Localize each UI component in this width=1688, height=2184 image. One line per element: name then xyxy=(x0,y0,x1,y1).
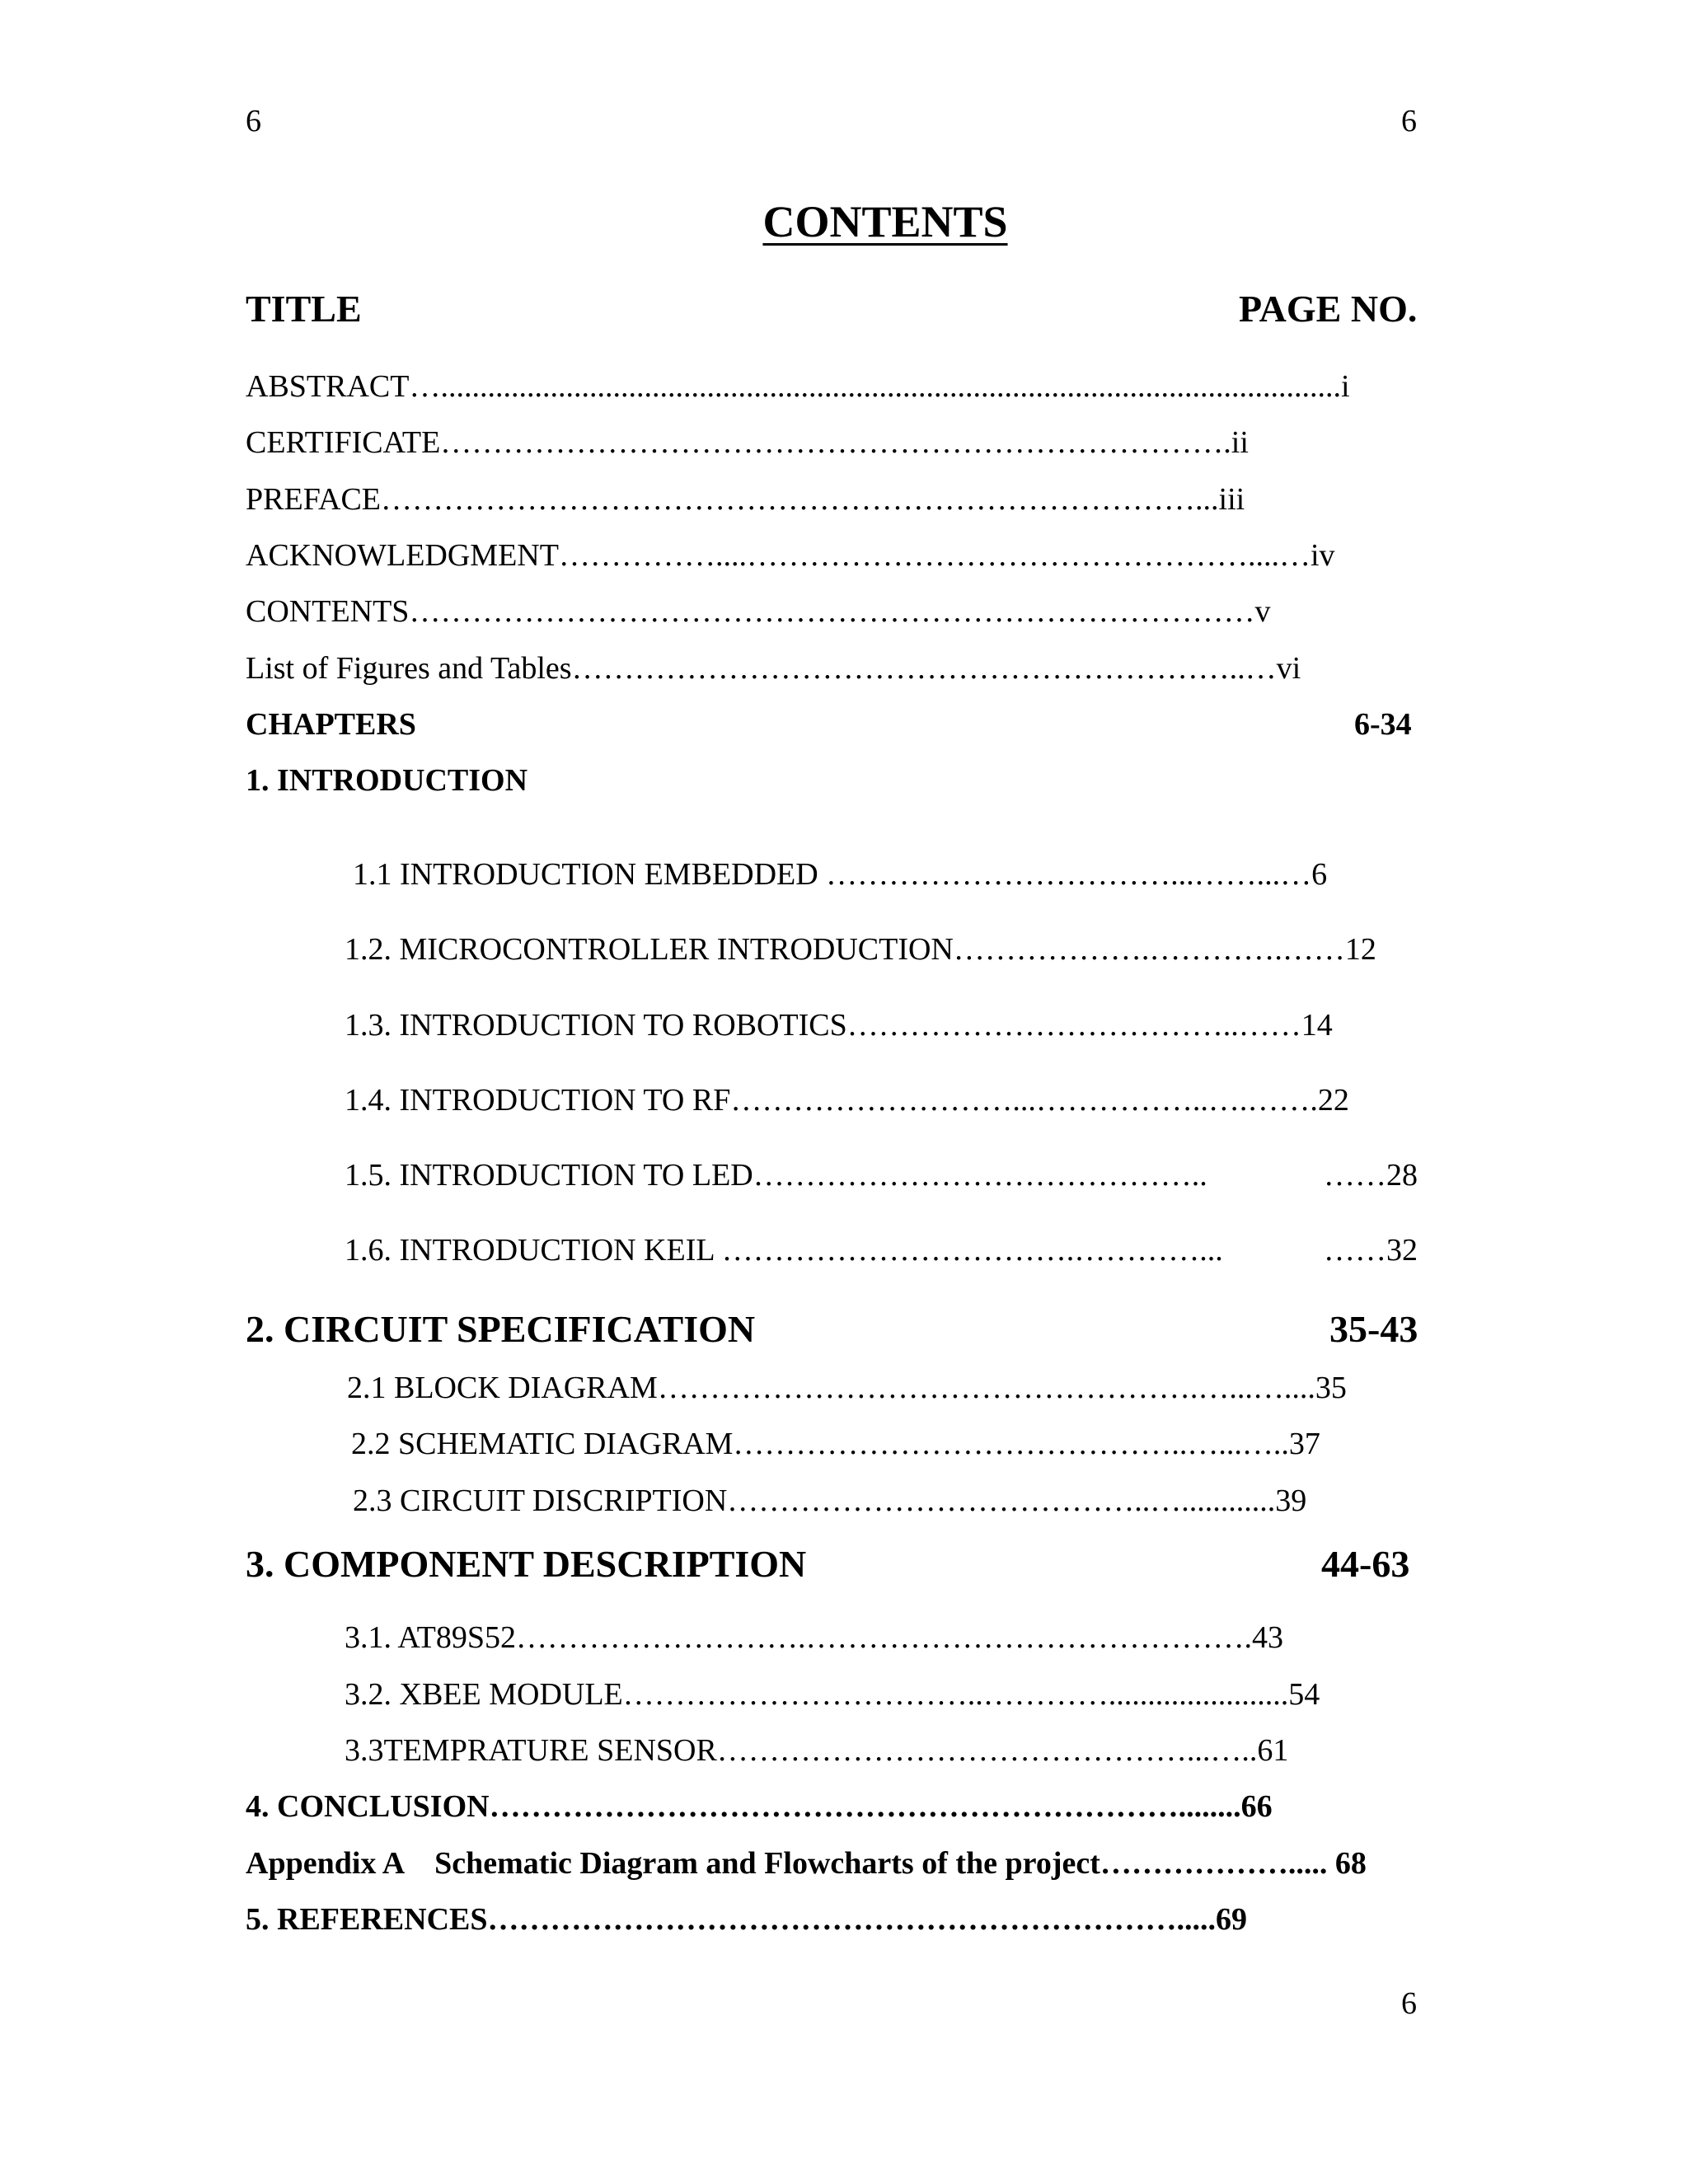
chapters-heading: CHAPTERS xyxy=(246,707,416,742)
toc-entry-2-1: 2.1 BLOCK DIAGRAM…………………………………………….…...…....35 xyxy=(347,1371,1347,1405)
chapter-3-heading: 3. COMPONENT DESCRIPTION xyxy=(246,1543,807,1585)
column-heading-title: TITLE xyxy=(246,288,362,330)
toc-entry-2-3: 2.3 CIRCUIT DISCRIPTION…………………………………..…............39 xyxy=(353,1483,1307,1518)
page-title: CONTENTS xyxy=(762,197,1008,246)
toc-entry-2-2: 2.2 SCHEMATIC DIAGRAM……………………………………..…...…..37 xyxy=(351,1427,1320,1461)
footer-page-number: 6 xyxy=(1401,1986,1417,2021)
chapter-1-heading: 1. INTRODUCTION xyxy=(246,763,528,798)
toc-entry-abstract: ABSTRACT…...................................................................................................................i xyxy=(246,369,1350,404)
chapter-3-page-range: 44-63 xyxy=(1321,1543,1410,1585)
toc-entry-preface: PREFACE……………………………………………………………………...iii xyxy=(246,482,1245,517)
toc-entry-certificate: CERTIFICATE………………………………………………………………….ii xyxy=(246,425,1249,460)
toc-entry-1-3: 1.3. INTRODUCTION TO ROBOTICS………………………………..……14 xyxy=(345,1008,1333,1043)
toc-entry-conclusion: 4. CONCLUSION…………………………………………………………........66 xyxy=(246,1789,1273,1824)
toc-entry-1-5-page: ……28 xyxy=(1324,1158,1418,1193)
toc-entry-3-1: 3.1. AT89S52……………………….…………………………………….43 xyxy=(345,1620,1283,1655)
toc-entry-list-of-figures: List of Figures and Tables………………………………………………………..…vi xyxy=(246,651,1301,686)
toc-entry-1-1: 1.1 INTRODUCTION EMBEDDED ……………………………...……...…6 xyxy=(353,857,1328,892)
chapter-2-page-range: 35-43 xyxy=(1329,1308,1418,1350)
toc-entry-1-6: 1.6. INTRODUCTION KEIL …………………………….…………... xyxy=(345,1233,1223,1268)
toc-entry-appendix-a: Appendix A Schematic Diagram and Flowcharts of the project………………..... 68 xyxy=(246,1846,1367,1881)
toc-entry-3-3: 3.3TEMPRATURE SENSOR………………………………………...…..61 xyxy=(345,1733,1289,1768)
toc-entry-contents: CONTENTS………………………………………………………………………v xyxy=(246,594,1271,629)
column-heading-page-no: PAGE NO. xyxy=(1239,288,1418,330)
toc-entry-3-2: 3.2. XBEE MODULE……………………………..………….......................54 xyxy=(345,1677,1320,1712)
toc-entry-1-5: 1.5. INTRODUCTION TO LED…………………………………….. xyxy=(345,1158,1207,1193)
chapter-2-heading: 2. CIRCUIT SPECIFICATION xyxy=(246,1308,756,1350)
chapters-page-range: 6-34 xyxy=(1354,707,1412,742)
header-page-number-left: 6 xyxy=(246,104,261,138)
header-page-number-right: 6 xyxy=(1401,104,1417,138)
toc-entry-acknowledgment: ACKNOWLEDGMENT……………....…………………………………………....…iv xyxy=(246,538,1335,573)
toc-entry-references: 5. REFERENCES………………………………………………………….....69 xyxy=(246,1902,1247,1937)
toc-entry-1-4: 1.4. INTRODUCTION TO RF………………………...……………..….…….22 xyxy=(345,1083,1349,1118)
toc-entry-1-2: 1.2. MICROCONTROLLER INTRODUCTION……………….………….……12 xyxy=(345,932,1376,967)
toc-entry-1-6-page: ……32 xyxy=(1324,1233,1418,1268)
